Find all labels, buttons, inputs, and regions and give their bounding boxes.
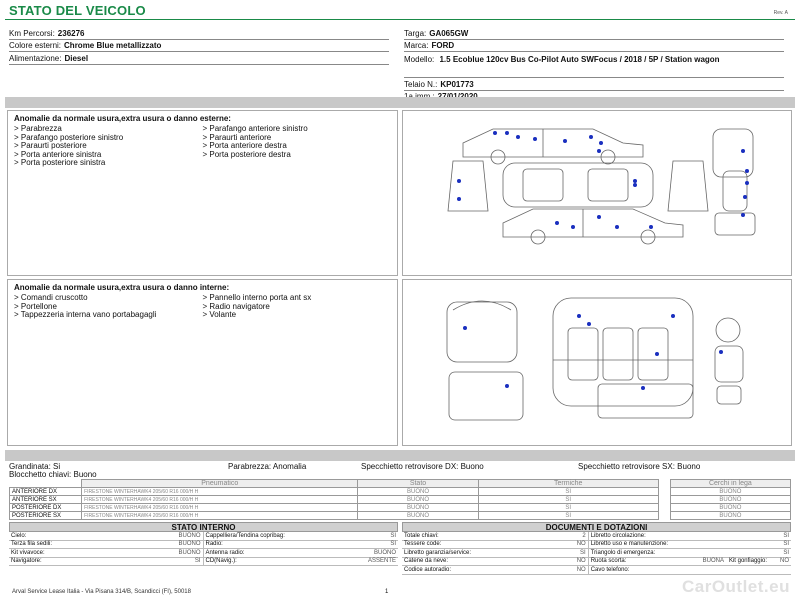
damage-marker	[505, 131, 509, 135]
specchio-sx-label: Specchietto retrovisore SX: Buono	[578, 462, 701, 471]
list-item: > Parafango posteriore sinistro	[14, 132, 124, 142]
list-item: > Parafango anteriore sinistro	[202, 124, 308, 133]
list-item: > Portellone	[14, 301, 57, 311]
marca-value: FORD	[431, 41, 455, 50]
list-item: > Porta posteriore sinistra	[14, 158, 106, 168]
kv-row: Terza fila sedili: BUONO	[11, 541, 201, 548]
km-row: Km Percorsi: 236276	[9, 27, 389, 40]
targa-row: Targa: GA065GW	[404, 27, 784, 40]
vehicle-info-left	[9, 27, 389, 65]
kv-row: Triangolo di emergenza: SI	[590, 549, 789, 556]
list-item: > Porta posteriore destra	[202, 149, 291, 159]
color-value: Chrome Blue metallizzato	[64, 41, 162, 50]
car-exterior-drawing	[403, 111, 791, 275]
car-interior-drawing	[403, 280, 791, 445]
kv-row: Cappelliera/Tendina copribag: SI	[205, 532, 396, 539]
damage-marker	[599, 141, 603, 145]
damage-marker	[741, 213, 745, 217]
documenti-title: DOCUMENTI E DOTAZIONI	[402, 522, 791, 532]
damage-marker	[493, 131, 497, 135]
kv-row: Libretto circolazione: SI	[590, 532, 789, 539]
parabrezza-label: Parabrezza: Anomalia	[228, 462, 307, 471]
kv-row: Radio: SI	[205, 541, 396, 548]
damage-marker	[577, 314, 581, 318]
damage-marker	[615, 225, 619, 229]
kv-row: Libretto uso e manutenzione: SI	[590, 541, 789, 548]
col-header-cerchi: Cerchi in lega	[670, 480, 790, 488]
table-row: POSTERIORE DX FIRESTONE WINTERHAWK4 205/60 R16 000/H H BUONO SI BUONO	[10, 504, 791, 512]
col-header-termiche: Termiche	[478, 480, 658, 488]
damage-marker	[641, 386, 645, 390]
external-damage-col1	[14, 125, 203, 168]
kv-row: Libretto garanzia/service: SI	[404, 549, 586, 556]
modello-value: 1.5 Ecoblue 120cv Bus Co-Pilot Auto SWFocus / 2018 / 5P / Station wagon	[439, 55, 720, 64]
page-number: 1	[385, 589, 389, 595]
damage-marker	[745, 169, 749, 173]
revision-label: Rev. A	[773, 10, 788, 16]
internal-damage-col1	[14, 294, 203, 320]
targa-value: GA065GW	[429, 28, 469, 38]
list-item: > Comandi cruscotto	[14, 293, 88, 302]
kv-row: Kit vivavoce: BUONO	[11, 549, 201, 556]
internal-car-diagram	[402, 279, 792, 446]
kv-row: Tessere code: NO	[404, 541, 586, 548]
external-damage-panel	[7, 110, 398, 276]
title-divider	[5, 19, 795, 20]
damage-marker	[655, 352, 659, 356]
stato-interno-title: STATO INTERNO	[9, 522, 398, 532]
damage-marker	[633, 183, 637, 187]
damage-marker	[743, 195, 747, 199]
damage-marker	[741, 149, 745, 153]
external-car-diagram	[402, 110, 792, 276]
kv-row: Navigatore: SI	[11, 558, 201, 565]
damage-marker	[571, 225, 575, 229]
table-row: ANTERIORE SX FIRESTONE WINTERHAWK4 205/60 R16 000/H H BUONO SI BUONO	[10, 496, 791, 504]
damage-marker	[516, 135, 520, 139]
internal-damage-panel	[7, 279, 398, 446]
internal-damage-col2	[203, 294, 392, 320]
section-band	[5, 450, 795, 461]
damage-marker	[719, 350, 723, 354]
table-row: POSTERIORE SX FIRESTONE WINTERHAWK4 205/60 R16 000/H H BUONO SI BUONO	[10, 512, 791, 520]
external-damage-title: Anomalie da normale usura,extra usura o danno esterne:	[14, 114, 231, 123]
documenti-section	[402, 522, 791, 575]
kv-row: Cavo telefono:	[589, 566, 791, 575]
list-item: > Pannello interno porta ant sx	[202, 293, 312, 302]
modello-row: Modello: 1.5 Ecoblue 120cv Bus Co-Pilot Auto SWFocus / 2018 / 5P / Station wagon	[404, 52, 784, 78]
kv-row: Cielo: BUONO	[11, 532, 201, 539]
kv-row: Antenna radio: BUONO	[205, 549, 396, 556]
section-band	[5, 97, 795, 108]
col-header-stato: Stato	[358, 480, 478, 488]
watermark-logo: CarOutlet.eu	[681, 577, 790, 596]
damage-marker	[457, 197, 461, 201]
stato-interno-section	[9, 522, 398, 566]
damage-marker	[649, 225, 653, 229]
kit-gonfiaggio-label: Kit gonfiaggio:	[728, 558, 767, 565]
fuel-row: Alimentazione: Diesel	[9, 52, 389, 65]
blocchetto-label: Blocchetto chiavi: Buono	[9, 470, 97, 479]
kv-row: CD(Navig.): ASSENTE	[205, 558, 396, 565]
telaio-value: KP01773	[440, 79, 474, 89]
damage-marker	[463, 326, 467, 330]
damage-marker	[745, 181, 749, 185]
internal-damage-title: Anomalie da normale usura,extra usura o danno interne:	[14, 283, 230, 292]
damage-marker	[671, 314, 675, 318]
damage-marker	[555, 221, 559, 225]
tyres-table	[9, 479, 791, 520]
table-header-row	[10, 480, 791, 488]
list-item: > Parabrezza	[14, 124, 62, 133]
list-item: > Paraurti posteriore	[14, 141, 87, 151]
fuel-value: Diesel	[64, 53, 89, 63]
list-item: > Volante	[202, 310, 237, 320]
list-item: > Paraurti anteriore	[202, 132, 272, 142]
damage-marker	[633, 179, 637, 183]
color-row: Colore esterni: Chrome Blue metallizzato	[9, 40, 389, 53]
footer-company: Arval Service Lease Italia - Via Pisana 314/B, Scandicci (FI), 50018	[12, 589, 191, 595]
col-header-pneumatico: Pneumatico	[82, 480, 358, 488]
list-item: > Porta anteriore destra	[202, 141, 287, 151]
damage-marker	[587, 322, 591, 326]
damage-marker	[505, 384, 509, 388]
external-damage-col2	[203, 125, 392, 168]
specchio-dx-label: Specchietto retrovisore DX: Buono	[361, 462, 484, 471]
kv-row: Ruota scorta: BUONA Kit gonfiaggio: NO	[590, 558, 789, 565]
page-title: STATO DEL VEICOLO	[9, 3, 146, 18]
damage-marker	[533, 137, 537, 141]
list-item: > Porta anteriore sinistra	[14, 149, 102, 159]
damage-marker	[589, 135, 593, 139]
grandinata-label: Grandinata: Si	[9, 462, 61, 471]
damage-marker	[563, 139, 567, 143]
table-row: ANTERIORE DX FIRESTONE WINTERHAWK4 205/60 R16 000/H H BUONO SI BUONO	[10, 488, 791, 496]
kv-row: Catene da neve: NO	[404, 558, 586, 565]
damage-marker	[457, 179, 461, 183]
internal-damage-dots	[463, 314, 723, 390]
kit-gonfiaggio-value: NO	[779, 558, 789, 565]
vehicle-info-right	[404, 27, 784, 103]
kv-row: Totale chiavi: 2	[404, 532, 586, 539]
damage-marker	[597, 215, 601, 219]
kv-row: Codice autoradio: NO	[404, 566, 586, 573]
telaio-row: Telaio N.: KP01773	[404, 78, 784, 91]
marca-row: Marca: FORD	[404, 40, 784, 53]
list-item: > Radio navigatore	[202, 301, 270, 311]
list-item: > Tappezzeria interna vano portabagagli	[14, 310, 157, 320]
damage-marker	[597, 149, 601, 153]
km-value: 236276	[57, 28, 85, 38]
